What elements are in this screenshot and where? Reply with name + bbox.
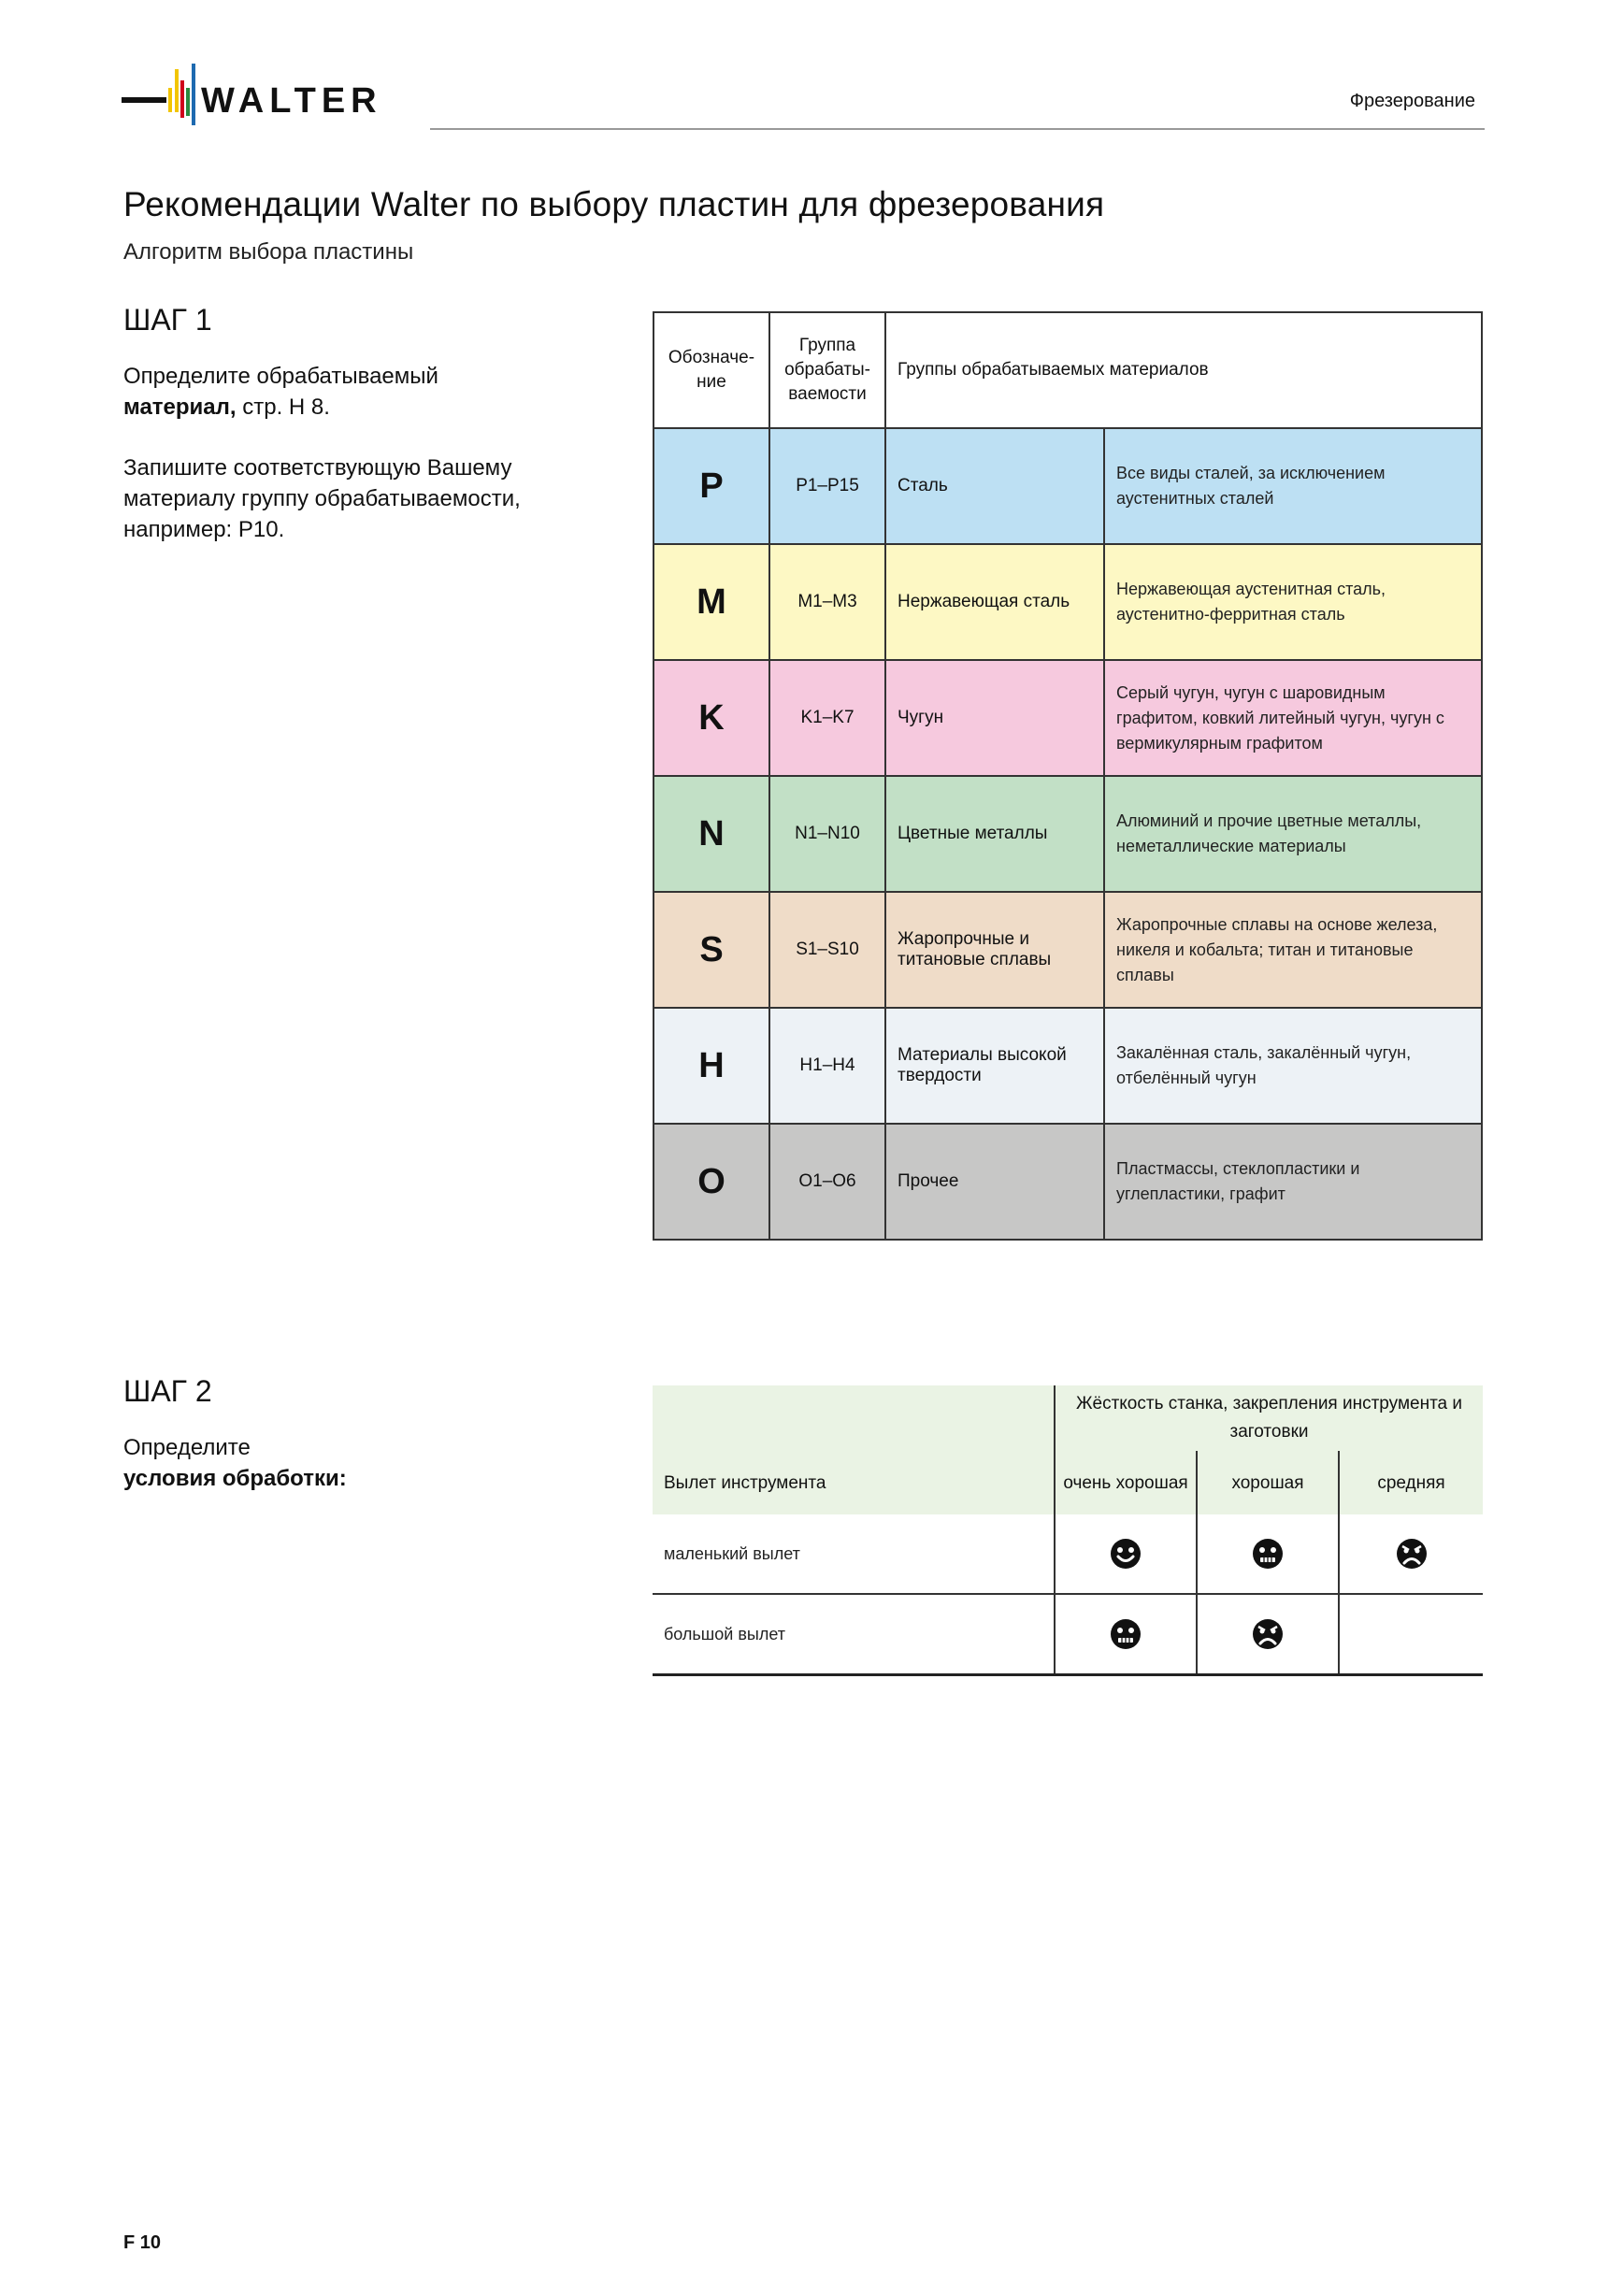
neutral-face-icon [1251, 1543, 1285, 1563]
smile-face-icon [1109, 1543, 1142, 1563]
material-group: Нержавеющая сталь [885, 544, 1104, 660]
machining-conditions-table [653, 1385, 1483, 1676]
material-code: N [654, 776, 769, 892]
overhang-label: большой вылет [653, 1594, 1055, 1675]
walter-logo [122, 60, 402, 131]
condition-cell [1339, 1514, 1483, 1594]
material-code: O [654, 1124, 769, 1240]
step2-text-bold: условия обработки: [123, 1466, 347, 1491]
material-description: Закалённая сталь, закалённый чугун, отбелённый чугун [1104, 1008, 1482, 1124]
machinability-range: S1–S10 [769, 892, 885, 1008]
step2-title: ШАГ 2 [123, 1374, 212, 1408]
table-row [654, 776, 1482, 892]
table-row [654, 1124, 1482, 1240]
rigidity-medium: средняя [1339, 1451, 1483, 1514]
table-row [654, 1008, 1482, 1124]
rigidity-good: хорошая [1197, 1451, 1339, 1514]
rigidity-very-good: очень хорошая [1055, 1451, 1197, 1514]
frown-face-icon [1395, 1543, 1429, 1563]
svg-text:WALTER: WALTER [201, 81, 382, 121]
section-label: Фрезерование [1349, 91, 1475, 111]
material-description: Жаропрочные сплавы на основе железа, никеля и кобальта; титан и титановые сплавы [1104, 892, 1482, 1008]
page-title: Рекомендации Walter по выбору пластин для фрезерования [123, 185, 1105, 223]
step1-title: ШАГ 1 [123, 303, 212, 337]
overhang-label: маленький вылет [653, 1514, 1055, 1594]
table-row [654, 428, 1482, 544]
step1-text-b: Запишите соответствующую Вашему материалу группу обрабатываемости, например: Р10. [123, 455, 521, 542]
condition-cell [1197, 1594, 1339, 1675]
step2-text [123, 1432, 572, 1494]
header-divider [430, 128, 1485, 130]
condition-cell [1055, 1514, 1197, 1594]
frown-face-icon [1251, 1624, 1285, 1643]
machinability-range: H1–H4 [769, 1008, 885, 1124]
material-group: Прочее [885, 1124, 1104, 1240]
step1-text-a: Определите обрабатываемый [123, 364, 438, 389]
step1-text-ref: стр. H 8. [236, 395, 330, 420]
neutral-face-icon [1109, 1624, 1142, 1643]
material-group: Сталь [885, 428, 1104, 544]
col-header-code: Обозначе-ние [654, 312, 769, 428]
material-code: S [654, 892, 769, 1008]
table-row [653, 1514, 1483, 1594]
material-code: M [654, 544, 769, 660]
material-description: Пластмассы, стеклопластики и углепластики, графит [1104, 1124, 1482, 1240]
condition-cell [1055, 1594, 1197, 1675]
material-description: Нержавеющая аустенитная сталь, аустенитно-ферритная сталь [1104, 544, 1482, 660]
machinability-range: O1–O6 [769, 1124, 885, 1240]
material-group: Цветные металлы [885, 776, 1104, 892]
table-header-row [654, 312, 1482, 428]
condition-cell [1339, 1594, 1483, 1675]
material-groups-table [653, 311, 1483, 1241]
condition-cell [1197, 1514, 1339, 1594]
step1-text-bold: материал, [123, 395, 237, 420]
machinability-range: M1–M3 [769, 544, 885, 660]
step2-text-a: Определите [123, 1435, 251, 1460]
table-row [654, 660, 1482, 776]
table-row [653, 1594, 1483, 1675]
material-description: Все виды сталей, за исключением аустенитных сталей [1104, 428, 1482, 544]
material-code: P [654, 428, 769, 544]
page-subtitle: Алгоритм выбора пластины [123, 239, 414, 265]
material-code: H [654, 1008, 769, 1124]
tool-overhang-header: Вылет инструмента [653, 1385, 1055, 1514]
material-description: Серый чугун, чугун с шаровидным графитом, ковкий литейный чугун, чугун с вермикулярным графитом [1104, 660, 1482, 776]
rigidity-header: Жёсткость станка, закрепления инструмента и заготовки [1055, 1385, 1483, 1451]
material-group: Чугун [885, 660, 1104, 776]
col-header-range: Группа обрабаты-ваемости [769, 312, 885, 428]
machinability-range: K1–K7 [769, 660, 885, 776]
page-number: F 10 [123, 2232, 162, 2253]
machinability-range: P1–P15 [769, 428, 885, 544]
material-group: Материалы высокой твердости [885, 1008, 1104, 1124]
table-row [654, 544, 1482, 660]
conditions-header-row [653, 1385, 1483, 1451]
table-row [654, 892, 1482, 1008]
step1-text [123, 361, 572, 575]
col-header-groups: Группы обрабатываемых материалов [885, 312, 1482, 428]
material-description: Алюминий и прочие цветные металлы, неметаллические материалы [1104, 776, 1482, 892]
machinability-range: N1–N10 [769, 776, 885, 892]
material-group: Жаропрочные и титановые сплавы [885, 892, 1104, 1008]
material-code: K [654, 660, 769, 776]
